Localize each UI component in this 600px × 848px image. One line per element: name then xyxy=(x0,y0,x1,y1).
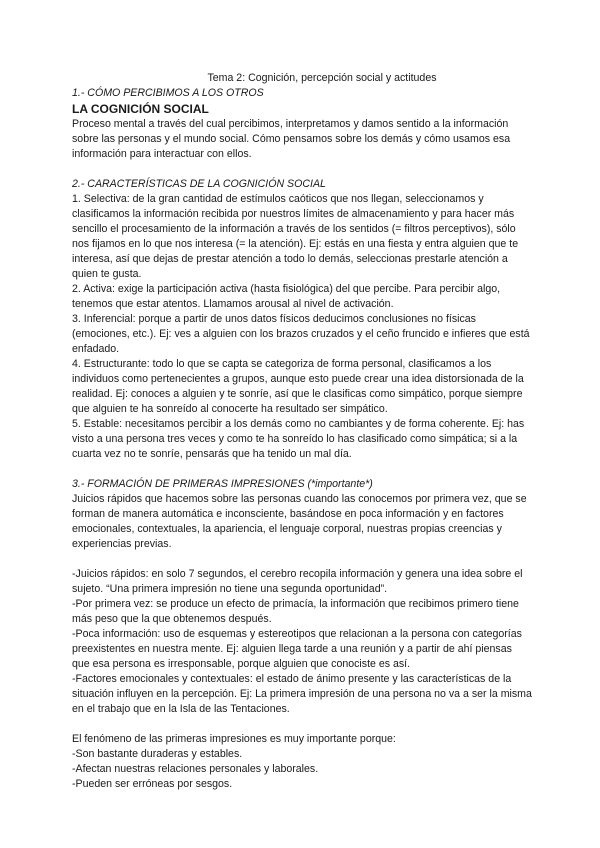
first-impression-points xyxy=(72,567,532,717)
spacer xyxy=(72,552,532,567)
spacer xyxy=(72,717,532,732)
point-factores-emocionales: -Factores emocionales y contextuales: el estado de ánimo presente y las características de la situación influyen en la percepción. Ej: La primera impresión de una persona no va a ser la misma en el trabajo que en la Isla de las Tentaciones. xyxy=(72,673,532,715)
spacer xyxy=(72,162,532,177)
section-1-subheading: LA COGNICIÓN SOCIAL xyxy=(72,102,209,116)
characteristic-estable: 5. Estable: necesitamos percibir a los demás como no cambiantes y de forma coherente. Ej: has visto a una persona tres veces y como te ha sonreído lo has clasificado como simpática; si a la cuarta vez no te sonríe, pensarás que ha tenido un mal día. xyxy=(72,418,525,460)
importance-item: -Son bastante duraderas y estables. xyxy=(72,748,243,760)
section-1-paragraph: Proceso mental a través del cual percibimos, interpretamos y damos sentido a la información sobre las personas y el mundo social. Cómo pensamos sobre los demás y cómo usamos esa información para interactuar con ellos. xyxy=(72,118,511,160)
characteristic-inferencial: 3. Inferencial: porque a partir de unos datos físicos deducimos conclusiones no físicas (emociones, etc.). Ej: ves a alguien con los brazos cruzados y el ceño fruncido e infieres que está enfadado. xyxy=(72,313,530,355)
characteristic-selectiva: 1. Selectiva: de la gran cantidad de estímulos caóticos que nos llegan, seleccionamos y clasificamos la información recibida por nuestros límites de almacenamiento y para hacer más sencillo el procesamiento de la información a través de los sentidos (= filtros perceptivos), sólo nos fijamos en lo que nos interesa (= la atención). Ej: estás en una fiesta y entra alguien que te interesa, así que dejas de prestar atención a todo lo demás, seleccionas prestarle atención a quien te gusta. xyxy=(72,193,519,280)
section-3-heading: 3.- FORMACIÓN DE PRIMERAS IMPRESIONES (*importante*) xyxy=(72,478,373,490)
characteristic-activa: 2. Activa: exige la participación activa (hasta fisiológica) del que percibe. Para percibir algo, tenemos que estar atentos. Llamamos arousal al nivel de activación. xyxy=(72,283,501,310)
spacer xyxy=(72,462,532,477)
importance-list xyxy=(72,747,532,792)
importance-intro: El fenómeno de las primeras impresiones es muy importante porque: xyxy=(72,733,396,745)
point-poca-informacion: -Poca información: uso de esquemas y estereotipos que relacionan a la persona con categorías preexistentes en nuestra mente. Ej: alguien llega tarde a una reunión y a partir de ahí piensas que esa persona es irresponsable, porque alguien que conociste es así. xyxy=(72,628,522,670)
section-2-heading: 2.- CARACTERÍSTICAS DE LA COGNICIÓN SOCIAL xyxy=(72,178,326,190)
section-3-intro: Juicios rápidos que hacemos sobre las personas cuando las conocemos por primera vez, que se forman de manera automática e inconsciente, basándose en poca información y en factores emocionales, contextuales, la apariencia, el lenguaje corporal, nuestras propias creencias y experiencias previas. xyxy=(72,493,527,550)
importance-item: -Pueden ser erróneas por sesgos. xyxy=(72,778,233,790)
characteristic-estructurante: 4. Estructurante: todo lo que se capta se categoriza de forma personal, clasificamos a los individuos como pertenecientes a grupos, aunque esto puede crear una idea distorsionada de la realidad. Ej: conoces a alguien y te sonríe, así que le clasificas como simpático, porque siempre que alguien te ha sonreído al conocerte ha resultado ser simpático. xyxy=(72,358,524,415)
point-juicios-rapidos: -Juicios rápidos: en solo 7 segundos, el cerebro recopila información y genera una idea sobre el sujeto. “Una primera impresión no tiene una segunda oportunidad”. xyxy=(72,568,523,595)
characteristics-list xyxy=(72,192,532,462)
point-primera-vez: -Por primera vez: se produce un efecto de primacía, la información que recibimos primero tiene más peso que la que obtenemos después. xyxy=(72,598,519,625)
document-title: Tema 2: Cognición, percepción social y actitudes xyxy=(207,72,437,84)
importance-item: -Afectan nuestras relaciones personales y laborales. xyxy=(72,763,319,775)
section-1-heading: 1.- CÓMO PERCIBIMOS A LOS OTROS xyxy=(72,87,264,99)
document-body xyxy=(72,71,532,792)
